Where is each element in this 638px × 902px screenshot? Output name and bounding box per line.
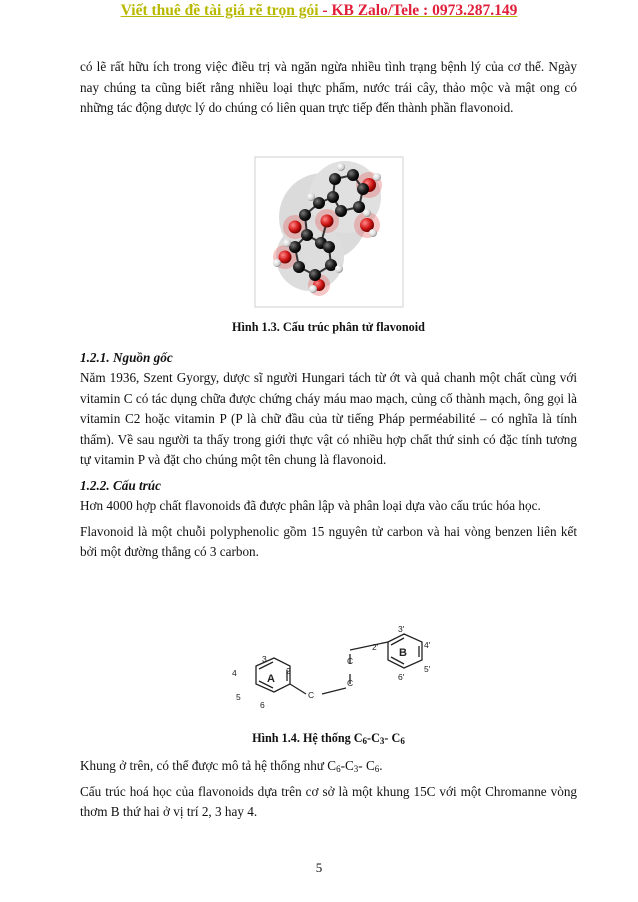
chromanne-paragraph <box>80 782 577 823</box>
skel-desc-sub-2: 3 <box>353 764 359 774</box>
fig14-caption-prefix: Hình 1.4. Hệ thống C <box>252 731 363 745</box>
ring-a-pos-3: 3 <box>262 654 267 664</box>
intro-line-4: flavonoid. <box>459 100 514 116</box>
s121-line-6: là flavonoid. <box>319 452 387 468</box>
header-service-text[interactable]: Viết thuê đề tài giá rẽ trọn gói <box>120 2 319 19</box>
ring-b-label: B <box>399 647 407 659</box>
page-header-banner <box>0 2 638 20</box>
section-1-2-2-paragraph-2 <box>80 522 577 563</box>
s121-line-1: Năm 1936, Szent Gyorgy, dược sĩ người Hungari tách từ ớt và quả chanh một chất <box>80 370 527 385</box>
skel-desc-end: . <box>379 758 383 773</box>
fig14-caption-mid-1: -C <box>367 731 380 745</box>
ring-a-pos-6: 6 <box>260 700 265 710</box>
intro-line-1: có lẽ rất hữu ích trong việc điều trị và ngăn ngừa nhiều tình trạng bệnh lý của cơ thể. <box>80 59 545 74</box>
ring-a-label: A <box>267 673 275 685</box>
intro-line-2: Ngày nay chúng ta cũng biết rằng nhiều loại thực phẩm, nước trái cây, thảo mộc và <box>80 59 577 95</box>
chromanne-line-1: Cấu trúc hoá học của flavonoids dựa trên cơ sở là một khung 15C với một Chromanne <box>80 783 547 799</box>
flavonoid-molecule-image <box>255 157 403 307</box>
intro-line-3: mật ong có những tác động dược lý do chúng có liên quan trực tiếp đến thành phần <box>80 79 577 116</box>
skel-desc-mid-2: - C <box>358 758 375 773</box>
c6-c3-c6-skeleton-diagram <box>228 624 434 716</box>
s121-line-2: cùng với vitamin C có tác dụng chữa được chứng cháy máu mao mạch, củng cố thành <box>80 370 578 406</box>
section-1-2-2-paragraph-1 <box>80 496 577 517</box>
skel-desc-sub-3: 6 <box>374 764 380 774</box>
skeleton-description-line <box>80 756 577 777</box>
section-1-2-2-heading: 1.2.2. Cấu trúc <box>80 477 161 493</box>
chain-carbon-2: C <box>347 678 354 688</box>
s122-p1-line-2: học. <box>518 497 541 513</box>
section-1-2-1-paragraph <box>80 368 577 471</box>
chain-carbon-3: C <box>347 656 354 666</box>
skel-desc-prefix: Khung ở trên, có thể được mô tả hệ thống như C <box>80 758 337 773</box>
ring-b-pos-5p: 5' <box>424 664 431 674</box>
header-separator: - <box>318 2 332 19</box>
s121-line-3: mạch, ông gọi là vitamin C2 hoặc vitamin P (P là chữ đầu của từ tiếng Pháp <box>80 390 577 427</box>
fig14-sub-1: 6 <box>362 736 368 746</box>
skel-desc-mid-1: -C <box>340 758 354 773</box>
chain-carbon-1: C <box>308 690 315 700</box>
fig14-caption-mid-2: - C <box>384 731 401 745</box>
ring-a-pos-2: 2 <box>286 666 291 676</box>
s122-p1-line-1: Hơn 4000 hợp chất flavonoids đã được phân lập và phân loại dựa vào cấu trúc hóa <box>80 497 516 513</box>
s122-p2-line-2: liên kết bởi một đường thẳng có 3 carbon. <box>80 523 578 560</box>
ring-b-pos-2p: 2' <box>372 642 379 652</box>
chromanne-line-2: vòng thơm B thứ hai ở vị trí 2, 3 hay 4. <box>80 783 578 820</box>
fig14-sub-2: 3 <box>379 736 385 746</box>
intro-paragraph <box>80 57 577 119</box>
document-body-end <box>80 730 577 823</box>
ring-a-pos-4: 4 <box>232 668 237 678</box>
figure-1-3-caption: Hình 1.3. Cấu trúc phân tử flavonoid <box>232 320 425 334</box>
ring-b-pos-6p: 6' <box>398 672 405 682</box>
s121-line-5: nhiều hợp chất thứ sinh có đặc tính tương tự vitamin P và đặt cho chúng một tên chung <box>80 431 577 468</box>
ring-a-pos-5: 5 <box>236 692 241 702</box>
s121-line-4: perméabilité – có nghĩa là tính thấm). Về sau người ta thấy trong giới thực vật có <box>80 411 577 447</box>
document-body-continued <box>80 319 577 563</box>
document-body <box>80 57 577 119</box>
ring-b-pos-3p: 3' <box>398 624 405 634</box>
section-1-2-1-heading: 1.2.1. Nguồn gốc <box>80 350 173 365</box>
s122-p2-line-1: Flavonoid là một chuỗi polyphenolic gồm 15 nguyên tử carbon và hai vòng benzen <box>80 523 533 539</box>
ring-b-pos-4p: 4' <box>424 640 431 650</box>
fig14-sub-3: 6 <box>400 736 405 746</box>
page-number: 5 <box>315 860 323 875</box>
header-contact-text[interactable]: KB Zalo/Tele : 0973.287.149 <box>331 2 518 19</box>
skel-desc-sub-1: 6 <box>336 764 341 774</box>
figure-1-4-caption <box>80 730 577 746</box>
